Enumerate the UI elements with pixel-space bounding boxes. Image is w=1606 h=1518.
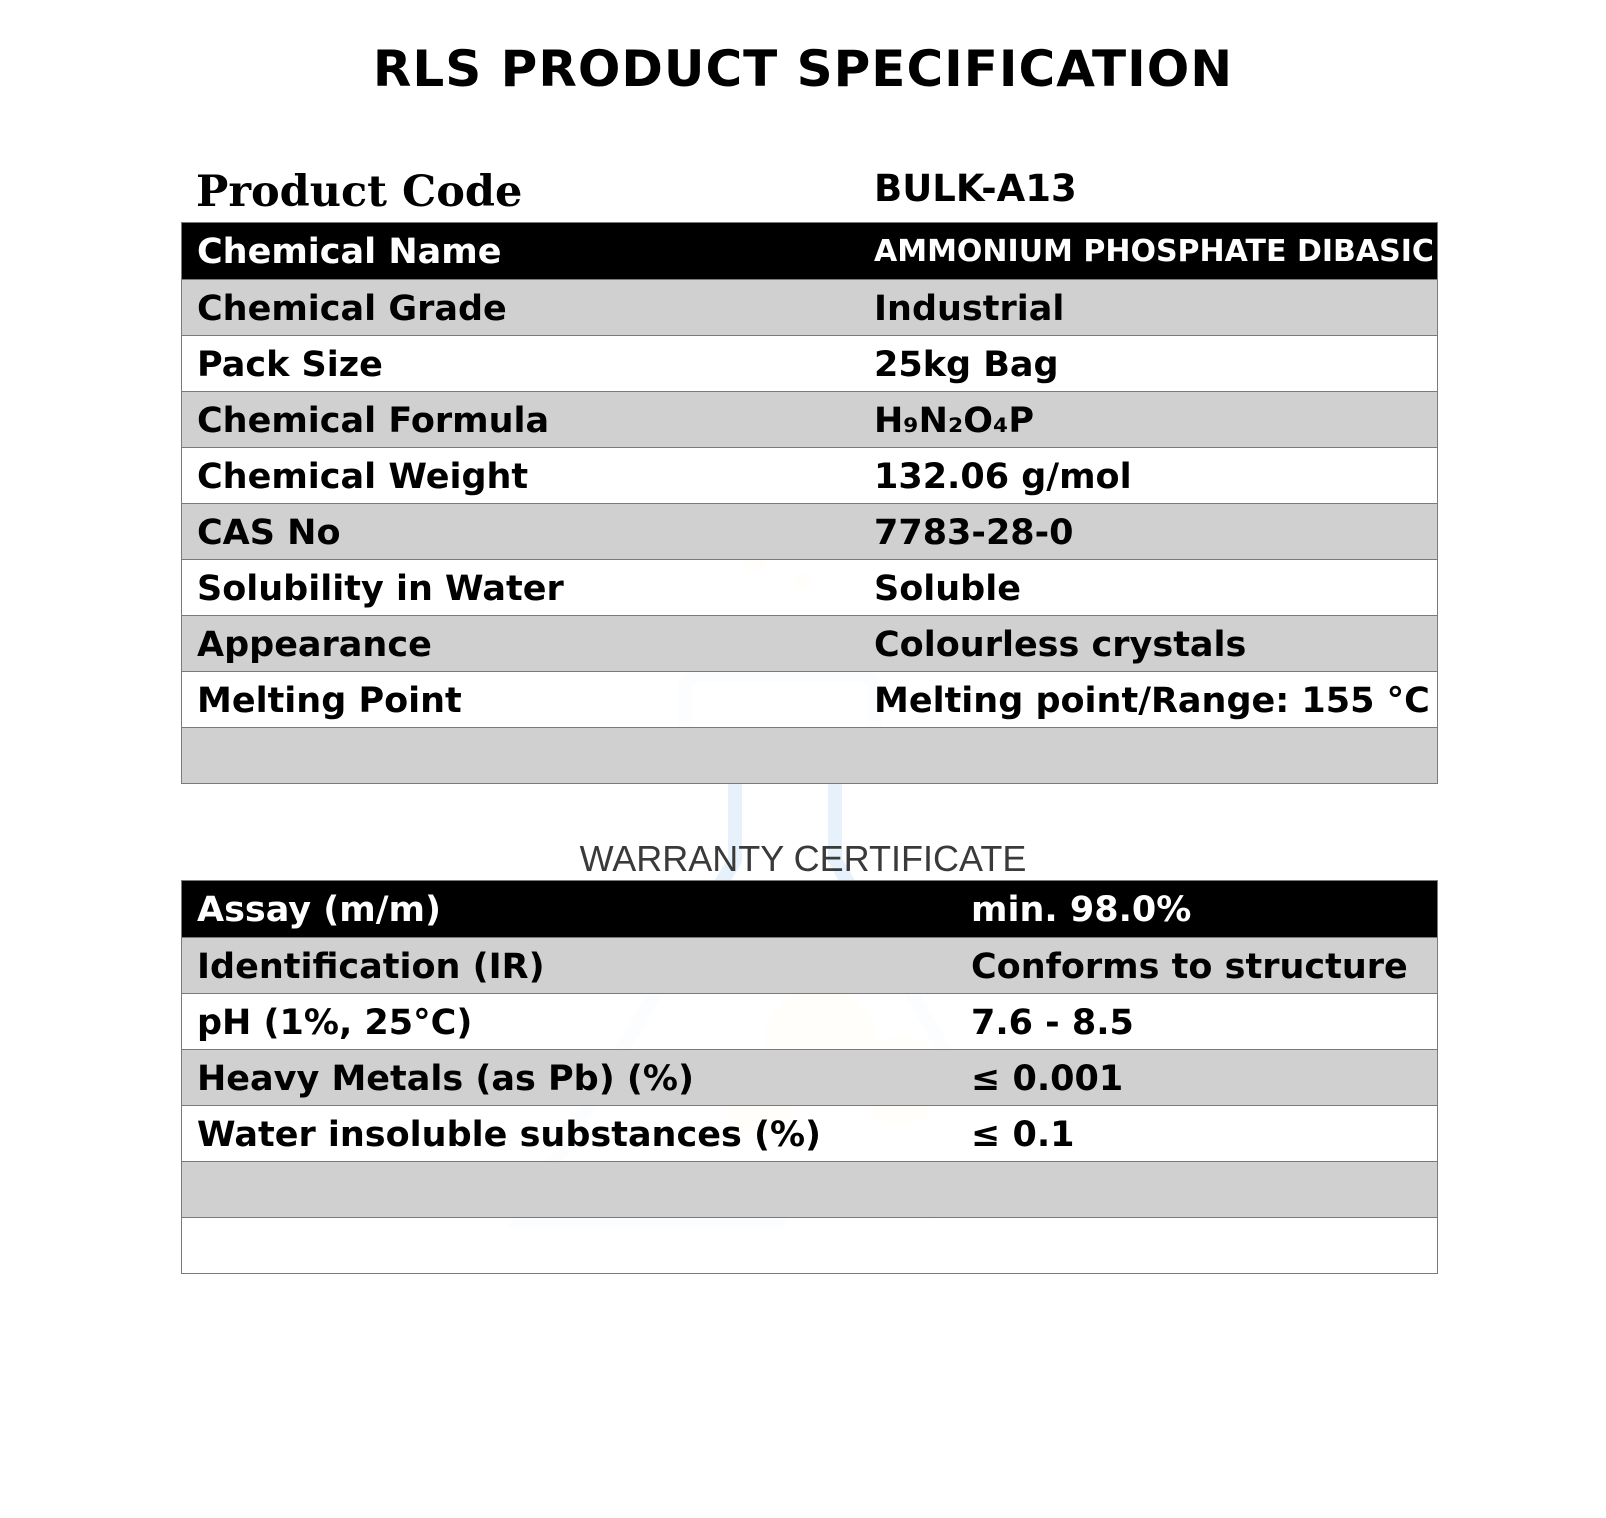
row-label: Chemical Weight (197, 457, 529, 497)
warranty-table (181, 880, 1438, 1274)
row-value: H₉N₂O₄P (874, 401, 1034, 441)
product-code-value: BULK-A13 (874, 167, 1077, 210)
row-value: Colourless crystals (874, 625, 1247, 665)
table-row (182, 223, 1437, 279)
row-label: Appearance (197, 625, 432, 665)
product-code-row (181, 163, 1436, 223)
table-row (182, 559, 1437, 615)
specification-table (181, 222, 1438, 784)
row-value: 7.6 - 8.5 (971, 1003, 1134, 1043)
table-row (182, 503, 1437, 559)
row-label: Assay (m/m) (197, 890, 442, 930)
table-row (182, 447, 1437, 503)
row-label: Chemical Grade (197, 289, 507, 329)
table-row (182, 615, 1437, 671)
table-row (182, 1049, 1437, 1105)
row-value: ≤ 0.001 (971, 1059, 1124, 1099)
table-row (182, 937, 1437, 993)
row-value: ≤ 0.1 (971, 1115, 1075, 1155)
row-value: Industrial (874, 289, 1065, 329)
row-label: pH (1%, 25°C) (197, 1003, 473, 1043)
row-label: Chemical Formula (197, 401, 550, 441)
product-code-label: Product Code (196, 167, 523, 217)
table-row (182, 1105, 1437, 1161)
row-label: Melting Point (197, 681, 462, 721)
row-label: Heavy Metals (as Pb) (%) (197, 1059, 694, 1099)
row-value: min. 98.0% (971, 890, 1192, 930)
table-row (182, 279, 1437, 335)
row-value: 25kg Bag (874, 345, 1059, 385)
row-value: Conforms to structure (971, 947, 1408, 987)
table-row (182, 391, 1437, 447)
table-row-empty (182, 727, 1437, 783)
row-value: 7783-28-0 (874, 513, 1074, 553)
row-value: AMMONIUM PHOSPHATE DIBASIC (874, 234, 1434, 269)
warranty-title: WARRANTY CERTIFICATE (579, 838, 1027, 879)
table-row (182, 335, 1437, 391)
row-label: Water insoluble substances (%) (197, 1115, 822, 1155)
row-label: CAS No (197, 513, 341, 553)
table-row-empty (182, 1217, 1437, 1273)
table-row (182, 671, 1437, 727)
table-row (182, 993, 1437, 1049)
row-label: Solubility in Water (197, 569, 564, 609)
table-row-empty (182, 1161, 1437, 1217)
page-title: RLS PRODUCT SPECIFICATION (372, 40, 1234, 98)
row-value: 132.06 g/mol (874, 457, 1132, 497)
row-value: Melting point/Range: 155 °C (874, 681, 1430, 721)
table-row (182, 881, 1437, 937)
row-label: Identification (IR) (197, 947, 545, 987)
row-value: Soluble (874, 569, 1021, 609)
row-label: Pack Size (197, 345, 383, 385)
row-label: Chemical Name (197, 232, 502, 272)
